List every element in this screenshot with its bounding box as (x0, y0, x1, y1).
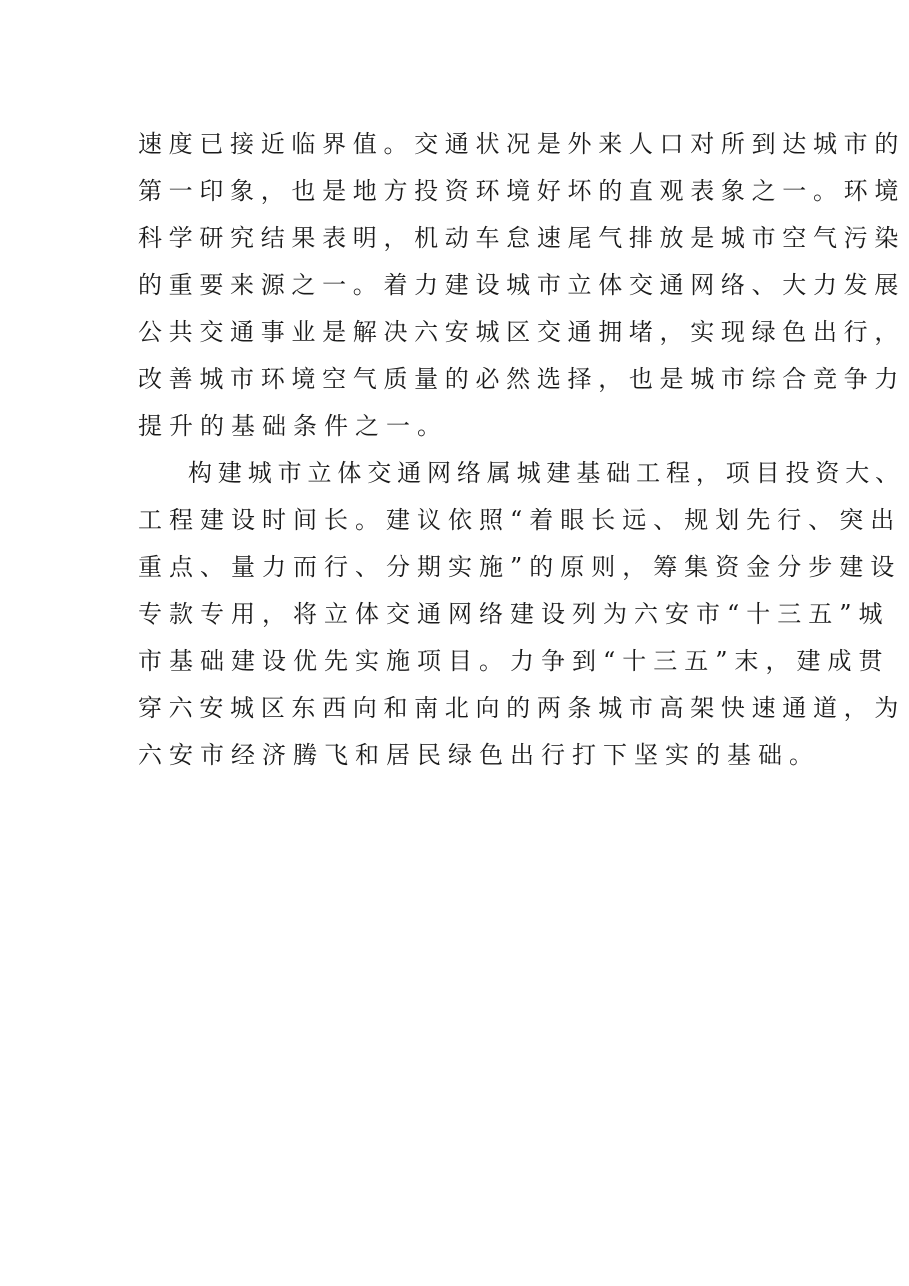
text-line: 的重要来源之一。着力建设城市立体交通网络、大力发展 (138, 271, 905, 299)
text-line: 六安市经济腾飞和居民绿色出行打下坚实的基础。 (138, 741, 820, 769)
text-line: 速度已接近临界值。交通状况是外来人口对所到达城市的 (138, 130, 905, 158)
text-line: 提升的基础条件之一。 (138, 412, 448, 440)
text-line: 公共交通事业是解决六安城区交通拥堵，实现绿色出行， (138, 318, 905, 346)
text-line: 科学研究结果表明，机动车怠速尾气排放是城市空气污染 (138, 224, 905, 252)
text-line: 构建城市立体交通网络属城建基础工程，项目投资大、 (188, 459, 905, 487)
text-line: 改善城市环境空气质量的必然选择，也是城市综合竞争力 (138, 365, 905, 393)
text-line: 工程建设时间长。建议依照“着眼长远、规划先行、突出 (138, 506, 902, 534)
text-line: 市基础建设优先实施项目。力争到“十三五”末，建成贯 (138, 647, 890, 675)
text-line: 第一印象，也是地方投资环境好坏的直观表象之一。环境 (138, 177, 905, 205)
text-line: 穿六安城区东西向和南北向的两条城市高架快速通道，为 (138, 694, 905, 722)
text-line: 重点、量力而行、分期实施”的原则，筹集资金分步建设 (138, 553, 902, 581)
text-line: 专款专用，将立体交通网络建设列为六安市“十三五”城 (138, 600, 890, 628)
